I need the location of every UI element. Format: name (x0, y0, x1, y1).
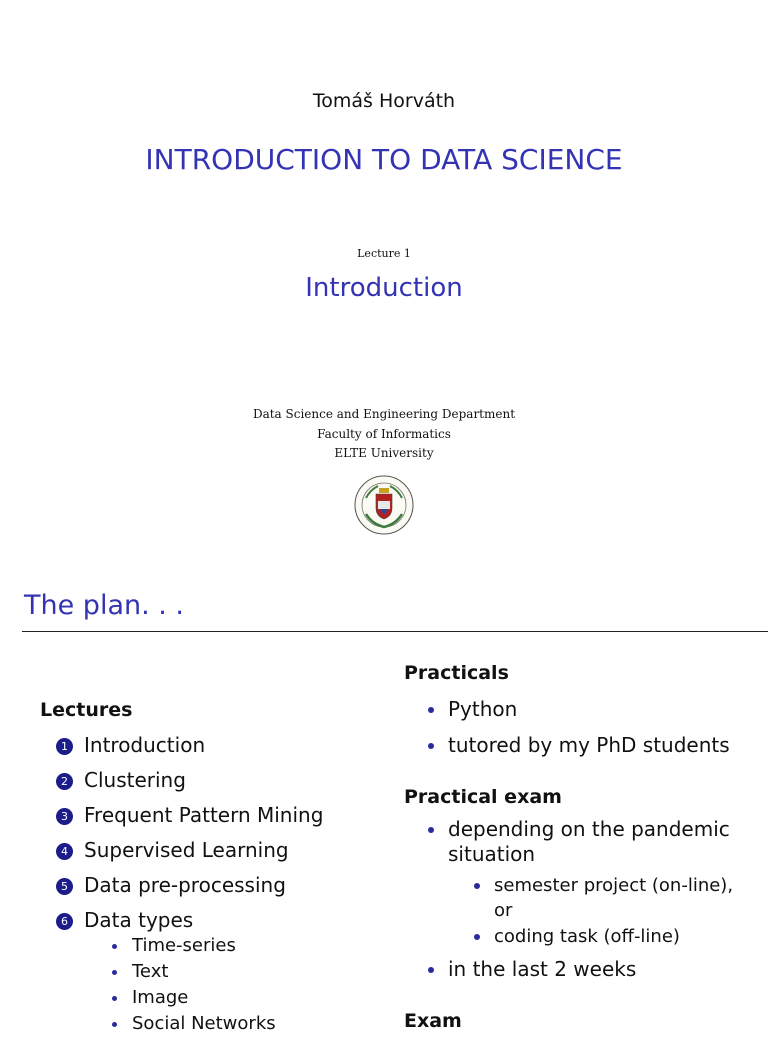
lecture-label: Data types (84, 908, 194, 932)
number-badge: 4 (56, 843, 73, 860)
number-badge: 5 (56, 878, 73, 895)
lecture-label: Frequent Pattern Mining (84, 803, 324, 827)
list-item (56, 803, 376, 838)
practicals-list (426, 697, 730, 769)
number-badge: 1 (56, 738, 73, 755)
university-seal-icon (352, 474, 416, 536)
list-item (56, 768, 376, 803)
list-item: Time-series (112, 935, 276, 961)
lecture-list (56, 733, 376, 943)
number-badge: 2 (56, 773, 73, 790)
number-badge: 6 (56, 913, 73, 930)
list-item (56, 873, 376, 908)
department: Data Science and Engineering Department (252, 407, 516, 421)
practical-exam-list-2 (426, 957, 636, 982)
list-item: Social Networks (112, 1013, 276, 1039)
practical-exam-list (426, 817, 746, 867)
lecture-number: Lecture 1 (357, 247, 411, 260)
list-item (56, 733, 376, 768)
lecture-label: Data pre-processing (84, 873, 286, 897)
author-name: Tomáš Horváth (312, 90, 456, 112)
lectures-heading: Lectures (40, 699, 133, 721)
list-item: Image (112, 987, 276, 1013)
university: ELTE University (334, 446, 434, 460)
practical-exam-sublist (472, 873, 742, 950)
list-item: in the last 2 weeks (426, 957, 636, 982)
lecture-label: Clustering (84, 768, 186, 792)
institution-block (0, 405, 768, 464)
list-item: coding task (off-line) (472, 924, 742, 949)
lecture-label: Introduction (84, 733, 206, 757)
plan-slide-title: The plan. . . (24, 590, 185, 621)
practicals-heading: Practicals (404, 662, 509, 684)
number-badge: 3 (56, 808, 73, 825)
lecture-title: Introduction (305, 273, 463, 303)
list-item: tutored by my PhD students (426, 733, 730, 769)
faculty: Faculty of Informatics (317, 426, 451, 441)
course-title: INTRODUCTION TO DATA SCIENCE (145, 143, 623, 176)
list-item: Python (426, 697, 730, 733)
list-item: semester project (on-line), or (472, 873, 742, 923)
data-types-list (112, 935, 276, 1039)
list-item (56, 838, 376, 873)
practical-exam-heading: Practical exam (404, 786, 562, 808)
list-item: depending on the pandemic situation (426, 817, 746, 867)
exam-heading: Exam (404, 1010, 462, 1032)
lecture-label: Supervised Learning (84, 838, 289, 862)
title-divider (22, 631, 768, 632)
list-item: Text (112, 961, 276, 987)
